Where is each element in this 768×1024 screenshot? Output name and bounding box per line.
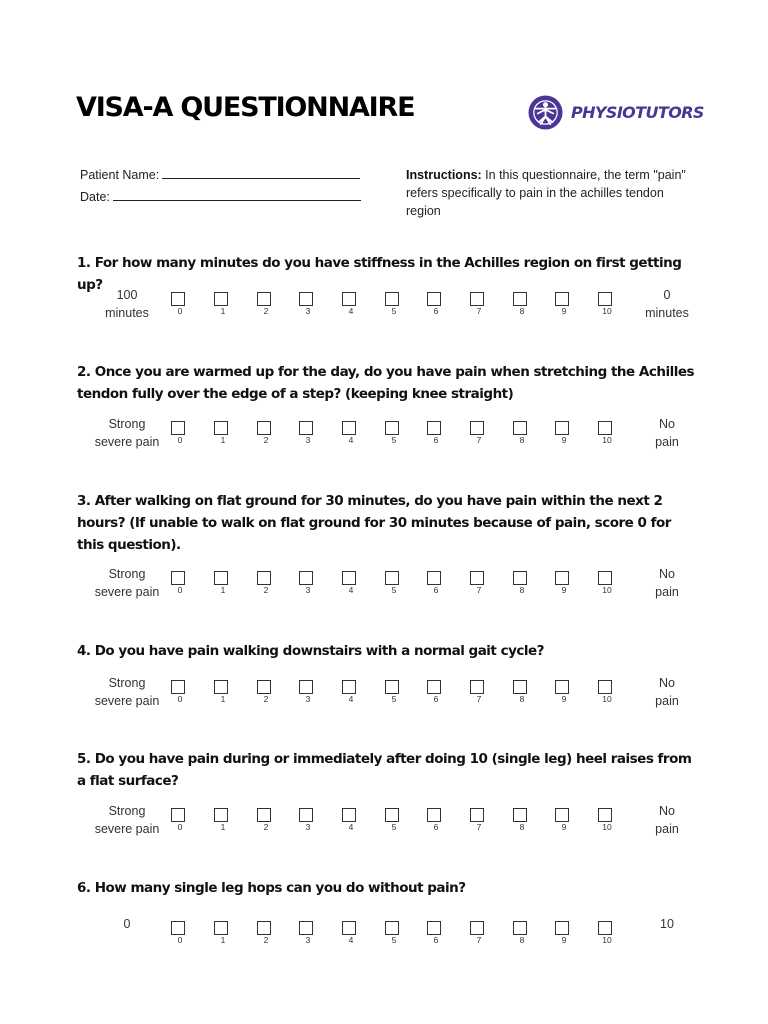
scale-option xyxy=(597,571,617,601)
scale-option xyxy=(597,421,617,451)
scale-option xyxy=(213,680,233,710)
scale-option xyxy=(256,921,276,951)
scale-number: 6 xyxy=(433,585,439,595)
question-6-scale xyxy=(0,915,768,955)
scale-option xyxy=(554,571,574,601)
question-4-scale xyxy=(0,674,768,714)
scale-number: 2 xyxy=(263,585,269,595)
scale-checkbox[interactable] xyxy=(214,292,228,306)
scale-number: 10 xyxy=(602,306,612,316)
scale-option xyxy=(298,921,318,951)
scale-option xyxy=(256,421,276,451)
scale-number: 9 xyxy=(561,822,567,832)
question-6-text: 6. How many single leg hops can you do without pain? xyxy=(77,880,466,896)
scale-number: 8 xyxy=(519,694,525,704)
scale-number: 0 xyxy=(177,822,183,832)
question-1-scale xyxy=(0,286,768,326)
scale-number: 1 xyxy=(220,435,226,445)
scale-checkbox[interactable] xyxy=(214,421,228,435)
scale-number: 7 xyxy=(476,435,482,445)
scale-number: 6 xyxy=(433,306,439,316)
question-5-text: 5. Do you have pain during or immediately after doing 10 (single leg) heel raises from a flat surface? xyxy=(77,751,692,789)
scale-option xyxy=(469,680,489,710)
scale-checkbox[interactable] xyxy=(598,808,612,822)
scale-number: 2 xyxy=(263,822,269,832)
scale-option xyxy=(256,680,276,710)
scale-number: 4 xyxy=(348,694,354,704)
scale-option xyxy=(597,680,617,710)
patient-name-label: Patient Name: xyxy=(80,168,160,182)
scale-checkbox[interactable] xyxy=(299,421,313,435)
scale-number: 6 xyxy=(433,435,439,445)
scale-option xyxy=(170,808,190,838)
scale-checkbox[interactable] xyxy=(342,292,356,306)
scale-number: 5 xyxy=(391,935,397,945)
scale-checkbox[interactable] xyxy=(214,921,228,935)
scale-number: 3 xyxy=(305,585,311,595)
scale-number: 7 xyxy=(476,694,482,704)
scale-checkbox[interactable] xyxy=(427,808,441,822)
scale-option xyxy=(597,921,617,951)
scale-option xyxy=(256,808,276,838)
scale-checkbox[interactable] xyxy=(299,292,313,306)
scale-option xyxy=(597,292,617,322)
scale-checkbox[interactable] xyxy=(598,680,612,694)
scale-option xyxy=(298,680,318,710)
scale-number: 6 xyxy=(433,822,439,832)
scale-number: 8 xyxy=(519,585,525,595)
patient-name-row xyxy=(80,165,361,187)
scale-checkbox[interactable] xyxy=(598,921,612,935)
scale-checkbox[interactable] xyxy=(342,421,356,435)
scale-right-label: 10 xyxy=(660,917,674,931)
scale-number: 9 xyxy=(561,435,567,445)
scale-option xyxy=(341,292,361,322)
scale-checkbox[interactable] xyxy=(214,808,228,822)
scale-checkbox[interactable] xyxy=(427,571,441,585)
scale-option xyxy=(512,921,532,951)
instructions xyxy=(406,166,696,220)
scale-number: 6 xyxy=(433,935,439,945)
scale-option xyxy=(469,292,489,322)
scale-checkbox[interactable] xyxy=(171,808,185,822)
scale-option xyxy=(512,808,532,838)
scale-checkbox[interactable] xyxy=(513,292,527,306)
scale-number: 0 xyxy=(177,306,183,316)
date-row xyxy=(80,187,361,209)
scale-checkbox[interactable] xyxy=(427,292,441,306)
scale-number: 0 xyxy=(177,694,183,704)
scale-option xyxy=(298,421,318,451)
scale-checkbox[interactable] xyxy=(555,808,569,822)
scale-option xyxy=(554,921,574,951)
scale-option xyxy=(426,292,446,322)
scale-option xyxy=(341,808,361,838)
scale-checkbox[interactable] xyxy=(470,808,484,822)
scale-number: 5 xyxy=(391,585,397,595)
scale-option xyxy=(256,292,276,322)
scale-checkbox[interactable] xyxy=(214,680,228,694)
scale-option xyxy=(469,571,489,601)
scale-option xyxy=(426,808,446,838)
scale-option xyxy=(426,921,446,951)
scale-checkbox[interactable] xyxy=(470,571,484,585)
scale-number: 9 xyxy=(561,694,567,704)
scale-checkbox[interactable] xyxy=(342,808,356,822)
question-5-scale xyxy=(0,802,768,842)
patient-info xyxy=(80,165,361,209)
patient-name-field[interactable] xyxy=(162,165,360,179)
scale-option xyxy=(384,571,404,601)
scale-checkbox[interactable] xyxy=(299,680,313,694)
scale-number: 4 xyxy=(348,435,354,445)
scale-option xyxy=(341,421,361,451)
scale-option xyxy=(213,421,233,451)
scale-right-label: No pain xyxy=(655,676,679,708)
scale-left-label: Strong severe pain xyxy=(94,567,160,599)
scale-left-label: Strong severe pain xyxy=(94,804,160,836)
scale-option xyxy=(384,921,404,951)
scale-checkbox[interactable] xyxy=(385,680,399,694)
scale-checkbox[interactable] xyxy=(257,808,271,822)
scale-option xyxy=(213,808,233,838)
scale-left-label: 0 xyxy=(123,917,131,931)
scale-checkbox[interactable] xyxy=(171,921,185,935)
scale-checkbox[interactable] xyxy=(555,680,569,694)
scale-number: 7 xyxy=(476,306,482,316)
question-2-text: 2. Once you are warmed up for the day, do you have pain when stretching the Achilles tendon fully over the edge of a step? (keeping knee straight) xyxy=(77,364,695,402)
scale-option xyxy=(554,808,574,838)
scale-number: 2 xyxy=(263,694,269,704)
scale-number: 6 xyxy=(433,694,439,704)
scale-number: 1 xyxy=(220,935,226,945)
scale-number: 1 xyxy=(220,306,226,316)
scale-number: 9 xyxy=(561,306,567,316)
scale-number: 3 xyxy=(305,694,311,704)
scale-checkbox[interactable] xyxy=(342,921,356,935)
scale-option xyxy=(384,292,404,322)
scale-option xyxy=(170,571,190,601)
scale-option xyxy=(597,808,617,838)
question-2-scale xyxy=(0,415,768,455)
question-3-text: 3. After walking on flat ground for 30 minutes, do you have pain within the next 2 hours? (If unable to walk on flat ground for 30 minutes because of pain, score 0 for this question). xyxy=(77,493,671,553)
date-field[interactable] xyxy=(113,187,361,201)
scale-checkbox[interactable] xyxy=(470,421,484,435)
scale-checkbox[interactable] xyxy=(342,680,356,694)
scale-number: 3 xyxy=(305,435,311,445)
instructions-label: Instructions: xyxy=(406,168,482,182)
scale-checkbox[interactable] xyxy=(299,808,313,822)
scale-option xyxy=(170,921,190,951)
question-3-scale xyxy=(0,565,768,605)
scale-number: 10 xyxy=(602,585,612,595)
scale-checkbox[interactable] xyxy=(214,571,228,585)
scale-checkbox[interactable] xyxy=(427,421,441,435)
scale-option xyxy=(469,808,489,838)
scale-checkbox[interactable] xyxy=(385,921,399,935)
scale-number: 5 xyxy=(391,306,397,316)
scale-option xyxy=(469,921,489,951)
scale-number: 3 xyxy=(305,306,311,316)
scale-number: 2 xyxy=(263,435,269,445)
scale-number: 9 xyxy=(561,585,567,595)
scale-option xyxy=(298,808,318,838)
scale-number: 5 xyxy=(391,822,397,832)
scale-number: 1 xyxy=(220,585,226,595)
scale-number: 8 xyxy=(519,435,525,445)
scale-number: 1 xyxy=(220,694,226,704)
scale-number: 3 xyxy=(305,822,311,832)
scale-checkbox[interactable] xyxy=(171,571,185,585)
scale-option xyxy=(213,921,233,951)
scale-option xyxy=(341,680,361,710)
scale-option xyxy=(512,292,532,322)
scale-number: 4 xyxy=(348,306,354,316)
scale-checkbox[interactable] xyxy=(555,292,569,306)
page-title: VISA-A QUESTIONNAIRE xyxy=(76,92,415,123)
scale-number: 2 xyxy=(263,935,269,945)
scale-number: 8 xyxy=(519,935,525,945)
brand-name: PHYSIOTUTORS xyxy=(571,103,704,122)
scale-checkbox[interactable] xyxy=(299,921,313,935)
scale-checkbox[interactable] xyxy=(257,571,271,585)
scale-option xyxy=(170,292,190,322)
scale-number: 4 xyxy=(348,585,354,595)
scale-option xyxy=(426,421,446,451)
scale-checkbox[interactable] xyxy=(470,680,484,694)
scale-checkbox[interactable] xyxy=(555,421,569,435)
scale-checkbox[interactable] xyxy=(513,921,527,935)
scale-number: 5 xyxy=(391,694,397,704)
scale-checkbox[interactable] xyxy=(385,808,399,822)
scale-option xyxy=(256,571,276,601)
scale-option xyxy=(469,421,489,451)
scale-number: 10 xyxy=(602,935,612,945)
scale-option xyxy=(554,421,574,451)
scale-checkbox[interactable] xyxy=(513,571,527,585)
scale-number: 7 xyxy=(476,935,482,945)
scale-option xyxy=(512,571,532,601)
scale-number: 10 xyxy=(602,435,612,445)
scale-option xyxy=(512,680,532,710)
scale-right-label: No pain xyxy=(655,804,679,836)
scale-number: 10 xyxy=(602,694,612,704)
scale-checkbox[interactable] xyxy=(257,292,271,306)
scale-option xyxy=(213,292,233,322)
scale-checkbox[interactable] xyxy=(513,421,527,435)
scale-checkbox[interactable] xyxy=(513,680,527,694)
scale-option xyxy=(384,808,404,838)
scale-checkbox[interactable] xyxy=(427,680,441,694)
scale-number: 5 xyxy=(391,435,397,445)
scale-option xyxy=(554,680,574,710)
scale-option xyxy=(170,421,190,451)
date-label: Date: xyxy=(80,190,110,204)
scale-number: 2 xyxy=(263,306,269,316)
scale-checkbox[interactable] xyxy=(598,421,612,435)
brand xyxy=(528,95,704,130)
scale-option xyxy=(213,571,233,601)
scale-number: 8 xyxy=(519,306,525,316)
scale-option xyxy=(426,680,446,710)
scale-option xyxy=(298,292,318,322)
scale-option xyxy=(554,292,574,322)
scale-checkbox[interactable] xyxy=(555,921,569,935)
scale-checkbox[interactable] xyxy=(257,680,271,694)
scale-checkbox[interactable] xyxy=(385,421,399,435)
scale-number: 1 xyxy=(220,822,226,832)
vitruvian-man-logo-icon xyxy=(528,95,563,130)
scale-option xyxy=(384,680,404,710)
question-4-text: 4. Do you have pain walking downstairs with a normal gait cycle? xyxy=(77,643,544,659)
scale-right-label: 0 minutes xyxy=(645,288,689,320)
scale-checkbox[interactable] xyxy=(171,421,185,435)
scale-number: 7 xyxy=(476,585,482,595)
scale-number: 10 xyxy=(602,822,612,832)
scale-left-label: Strong severe pain xyxy=(94,417,160,449)
scale-option xyxy=(170,680,190,710)
scale-option xyxy=(512,421,532,451)
scale-right-label: No pain xyxy=(655,567,679,599)
scale-checkbox[interactable] xyxy=(598,292,612,306)
scale-number: 3 xyxy=(305,935,311,945)
scale-checkbox[interactable] xyxy=(299,571,313,585)
scale-checkbox[interactable] xyxy=(598,571,612,585)
scale-checkbox[interactable] xyxy=(427,921,441,935)
scale-option xyxy=(298,571,318,601)
scale-checkbox[interactable] xyxy=(385,292,399,306)
question-1-text: 1. For how many minutes do you have stiffness in the Achilles region on first getting up? xyxy=(77,255,682,293)
scale-number: 0 xyxy=(177,585,183,595)
scale-right-label: No pain xyxy=(655,417,679,449)
scale-number: 7 xyxy=(476,822,482,832)
scale-checkbox[interactable] xyxy=(513,808,527,822)
scale-number: 0 xyxy=(177,935,183,945)
scale-option xyxy=(341,571,361,601)
scale-left-label: Strong severe pain xyxy=(94,676,160,708)
scale-number: 4 xyxy=(348,822,354,832)
scale-option xyxy=(341,921,361,951)
scale-left-label: 100 minutes xyxy=(105,288,149,320)
scale-checkbox[interactable] xyxy=(171,680,185,694)
scale-checkbox[interactable] xyxy=(555,571,569,585)
scale-option xyxy=(426,571,446,601)
scale-checkbox[interactable] xyxy=(257,921,271,935)
instructions-text: In this questionnaire, the term "pain" refers specifically to pain in the achilles tendon region xyxy=(406,168,686,218)
scale-checkbox[interactable] xyxy=(470,292,484,306)
scale-number: 4 xyxy=(348,935,354,945)
scale-option xyxy=(384,421,404,451)
scale-checkbox[interactable] xyxy=(470,921,484,935)
scale-checkbox[interactable] xyxy=(342,571,356,585)
scale-number: 9 xyxy=(561,935,567,945)
scale-number: 8 xyxy=(519,822,525,832)
scale-checkbox[interactable] xyxy=(171,292,185,306)
scale-checkbox[interactable] xyxy=(257,421,271,435)
scale-checkbox[interactable] xyxy=(385,571,399,585)
scale-number: 0 xyxy=(177,435,183,445)
